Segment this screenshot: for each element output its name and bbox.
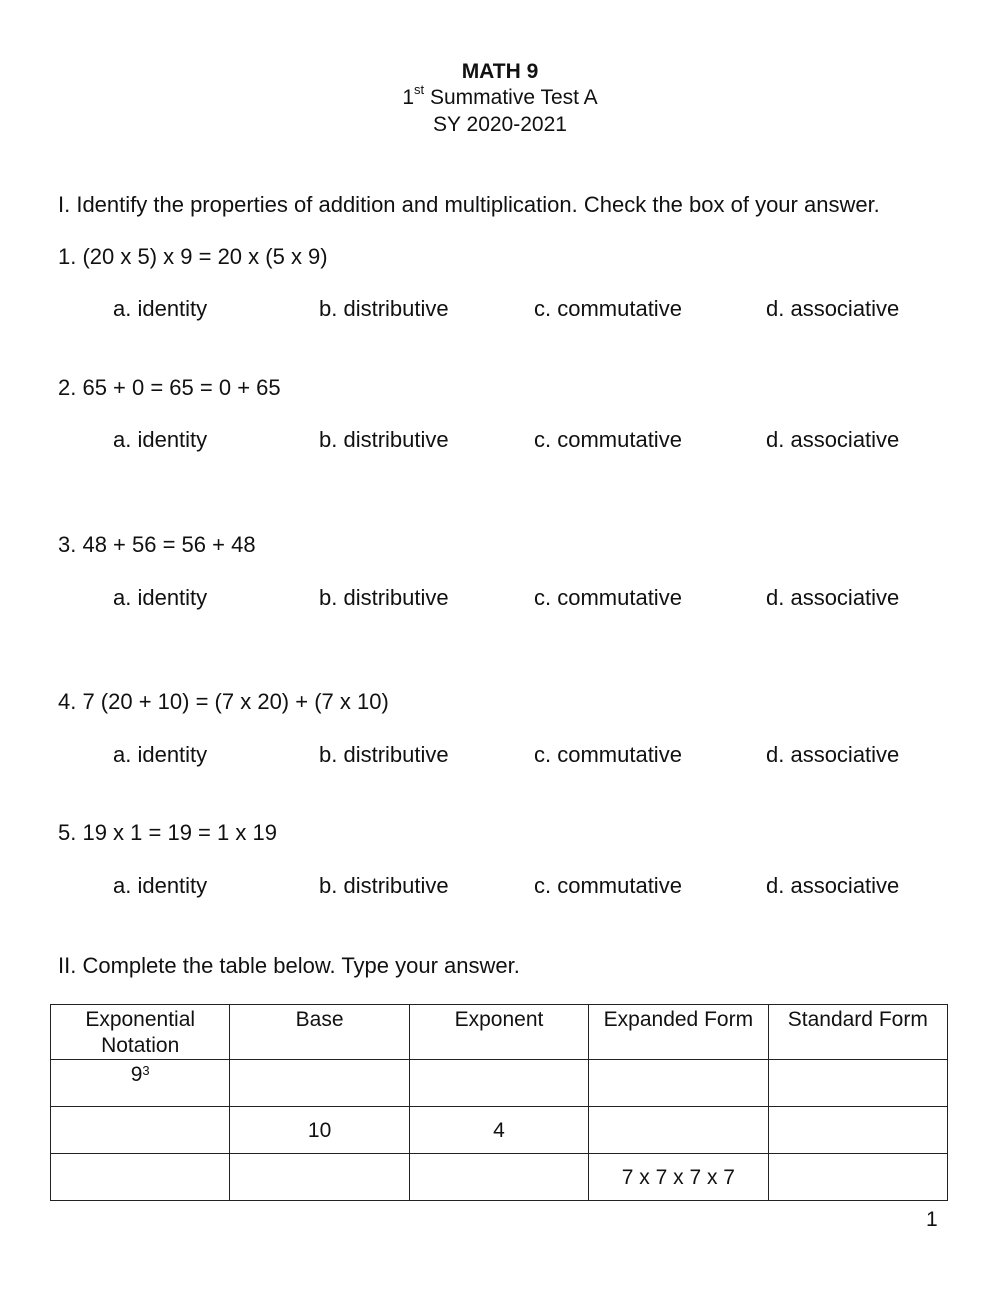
- question-5: 5. 19 x 1 = 19 = 1 x 19: [58, 820, 277, 845]
- q5-option-c[interactable]: c. commutative: [534, 873, 682, 898]
- cell-exponential-notation[interactable]: [51, 1154, 230, 1201]
- question-3: 3. 48 + 56 = 56 + 48: [58, 532, 256, 557]
- cell-exponent[interactable]: [409, 1060, 588, 1107]
- header-exponential-notation: Exponential Notation: [51, 1005, 230, 1060]
- cell-expanded-form[interactable]: 7 x 7 x 7 x 7: [589, 1154, 768, 1201]
- cell-expanded-form[interactable]: [589, 1107, 768, 1154]
- q2-option-a[interactable]: a. identity: [113, 427, 208, 452]
- table-row: [51, 1060, 948, 1107]
- cell-standard-form[interactable]: [768, 1154, 947, 1201]
- table-row: [51, 1154, 948, 1201]
- test-ordinal-suffix: st: [414, 82, 425, 97]
- q3-option-c[interactable]: c. commutative: [534, 585, 682, 610]
- cell-expanded-form[interactable]: [589, 1060, 768, 1107]
- header-exponent: Exponent: [409, 1005, 588, 1060]
- q5-option-a[interactable]: a. identity: [113, 873, 208, 898]
- section2-instruction: II. Complete the table below. Type your answer.: [58, 953, 520, 978]
- q1-option-b[interactable]: b. distributive: [319, 296, 449, 321]
- notation-base: 9: [130, 1063, 143, 1086]
- cell-standard-form[interactable]: [768, 1107, 947, 1154]
- question-4: 4. 7 (20 + 10) = (7 x 20) + (7 x 10): [58, 689, 389, 714]
- page-number: 1: [926, 1208, 938, 1231]
- subject-title: MATH 9: [461, 60, 539, 83]
- cell-standard-form[interactable]: [768, 1060, 947, 1107]
- test-ordinal-number: 1: [402, 86, 415, 109]
- q1-option-c[interactable]: c. commutative: [534, 296, 682, 321]
- q2-option-d[interactable]: d. associative: [766, 427, 900, 452]
- q4-option-a[interactable]: a. identity: [113, 742, 208, 767]
- q2-option-b[interactable]: b. distributive: [319, 427, 449, 452]
- q4-option-b[interactable]: b. distributive: [319, 742, 449, 767]
- cell-exponent[interactable]: 4: [409, 1107, 588, 1154]
- q5-option-d[interactable]: d. associative: [766, 873, 900, 898]
- cell-exponential-notation[interactable]: [51, 1107, 230, 1154]
- cell-base[interactable]: 10: [230, 1107, 409, 1154]
- cell-exponent[interactable]: [409, 1154, 588, 1201]
- cell-base[interactable]: [230, 1060, 409, 1107]
- cell-exponential-notation[interactable]: [51, 1060, 230, 1107]
- test-title: [0, 82, 1000, 110]
- test-title-rest: Summative Test A: [424, 86, 598, 109]
- header-expanded-form: Expanded Form: [589, 1005, 768, 1060]
- q1-option-d[interactable]: d. associative: [766, 296, 900, 321]
- cell-base[interactable]: [230, 1154, 409, 1201]
- q1-option-a[interactable]: a. identity: [113, 296, 208, 321]
- notation-exponent: 3: [142, 1063, 150, 1078]
- question-1: 1. (20 x 5) x 9 = 20 x (5 x 9): [58, 244, 328, 269]
- exponent-table: [50, 1004, 948, 1201]
- header-base: Base: [230, 1005, 409, 1060]
- q3-option-d[interactable]: d. associative: [766, 585, 900, 610]
- q5-option-b[interactable]: b. distributive: [319, 873, 449, 898]
- q3-option-b[interactable]: b. distributive: [319, 585, 449, 610]
- q4-option-c[interactable]: c. commutative: [534, 742, 682, 767]
- q2-option-c[interactable]: c. commutative: [534, 427, 682, 452]
- table-header-row: [51, 1005, 948, 1060]
- q4-option-d[interactable]: d. associative: [766, 742, 900, 767]
- school-year: SY 2020-2021: [433, 113, 567, 136]
- header-standard-form: Standard Form: [768, 1005, 947, 1060]
- q3-option-a[interactable]: a. identity: [113, 585, 208, 610]
- section1-instruction: I. Identify the properties of addition and multiplication. Check the box of your answer.: [58, 192, 880, 217]
- question-2: 2. 65 + 0 = 65 = 0 + 65: [58, 375, 281, 400]
- table-row: [51, 1107, 948, 1154]
